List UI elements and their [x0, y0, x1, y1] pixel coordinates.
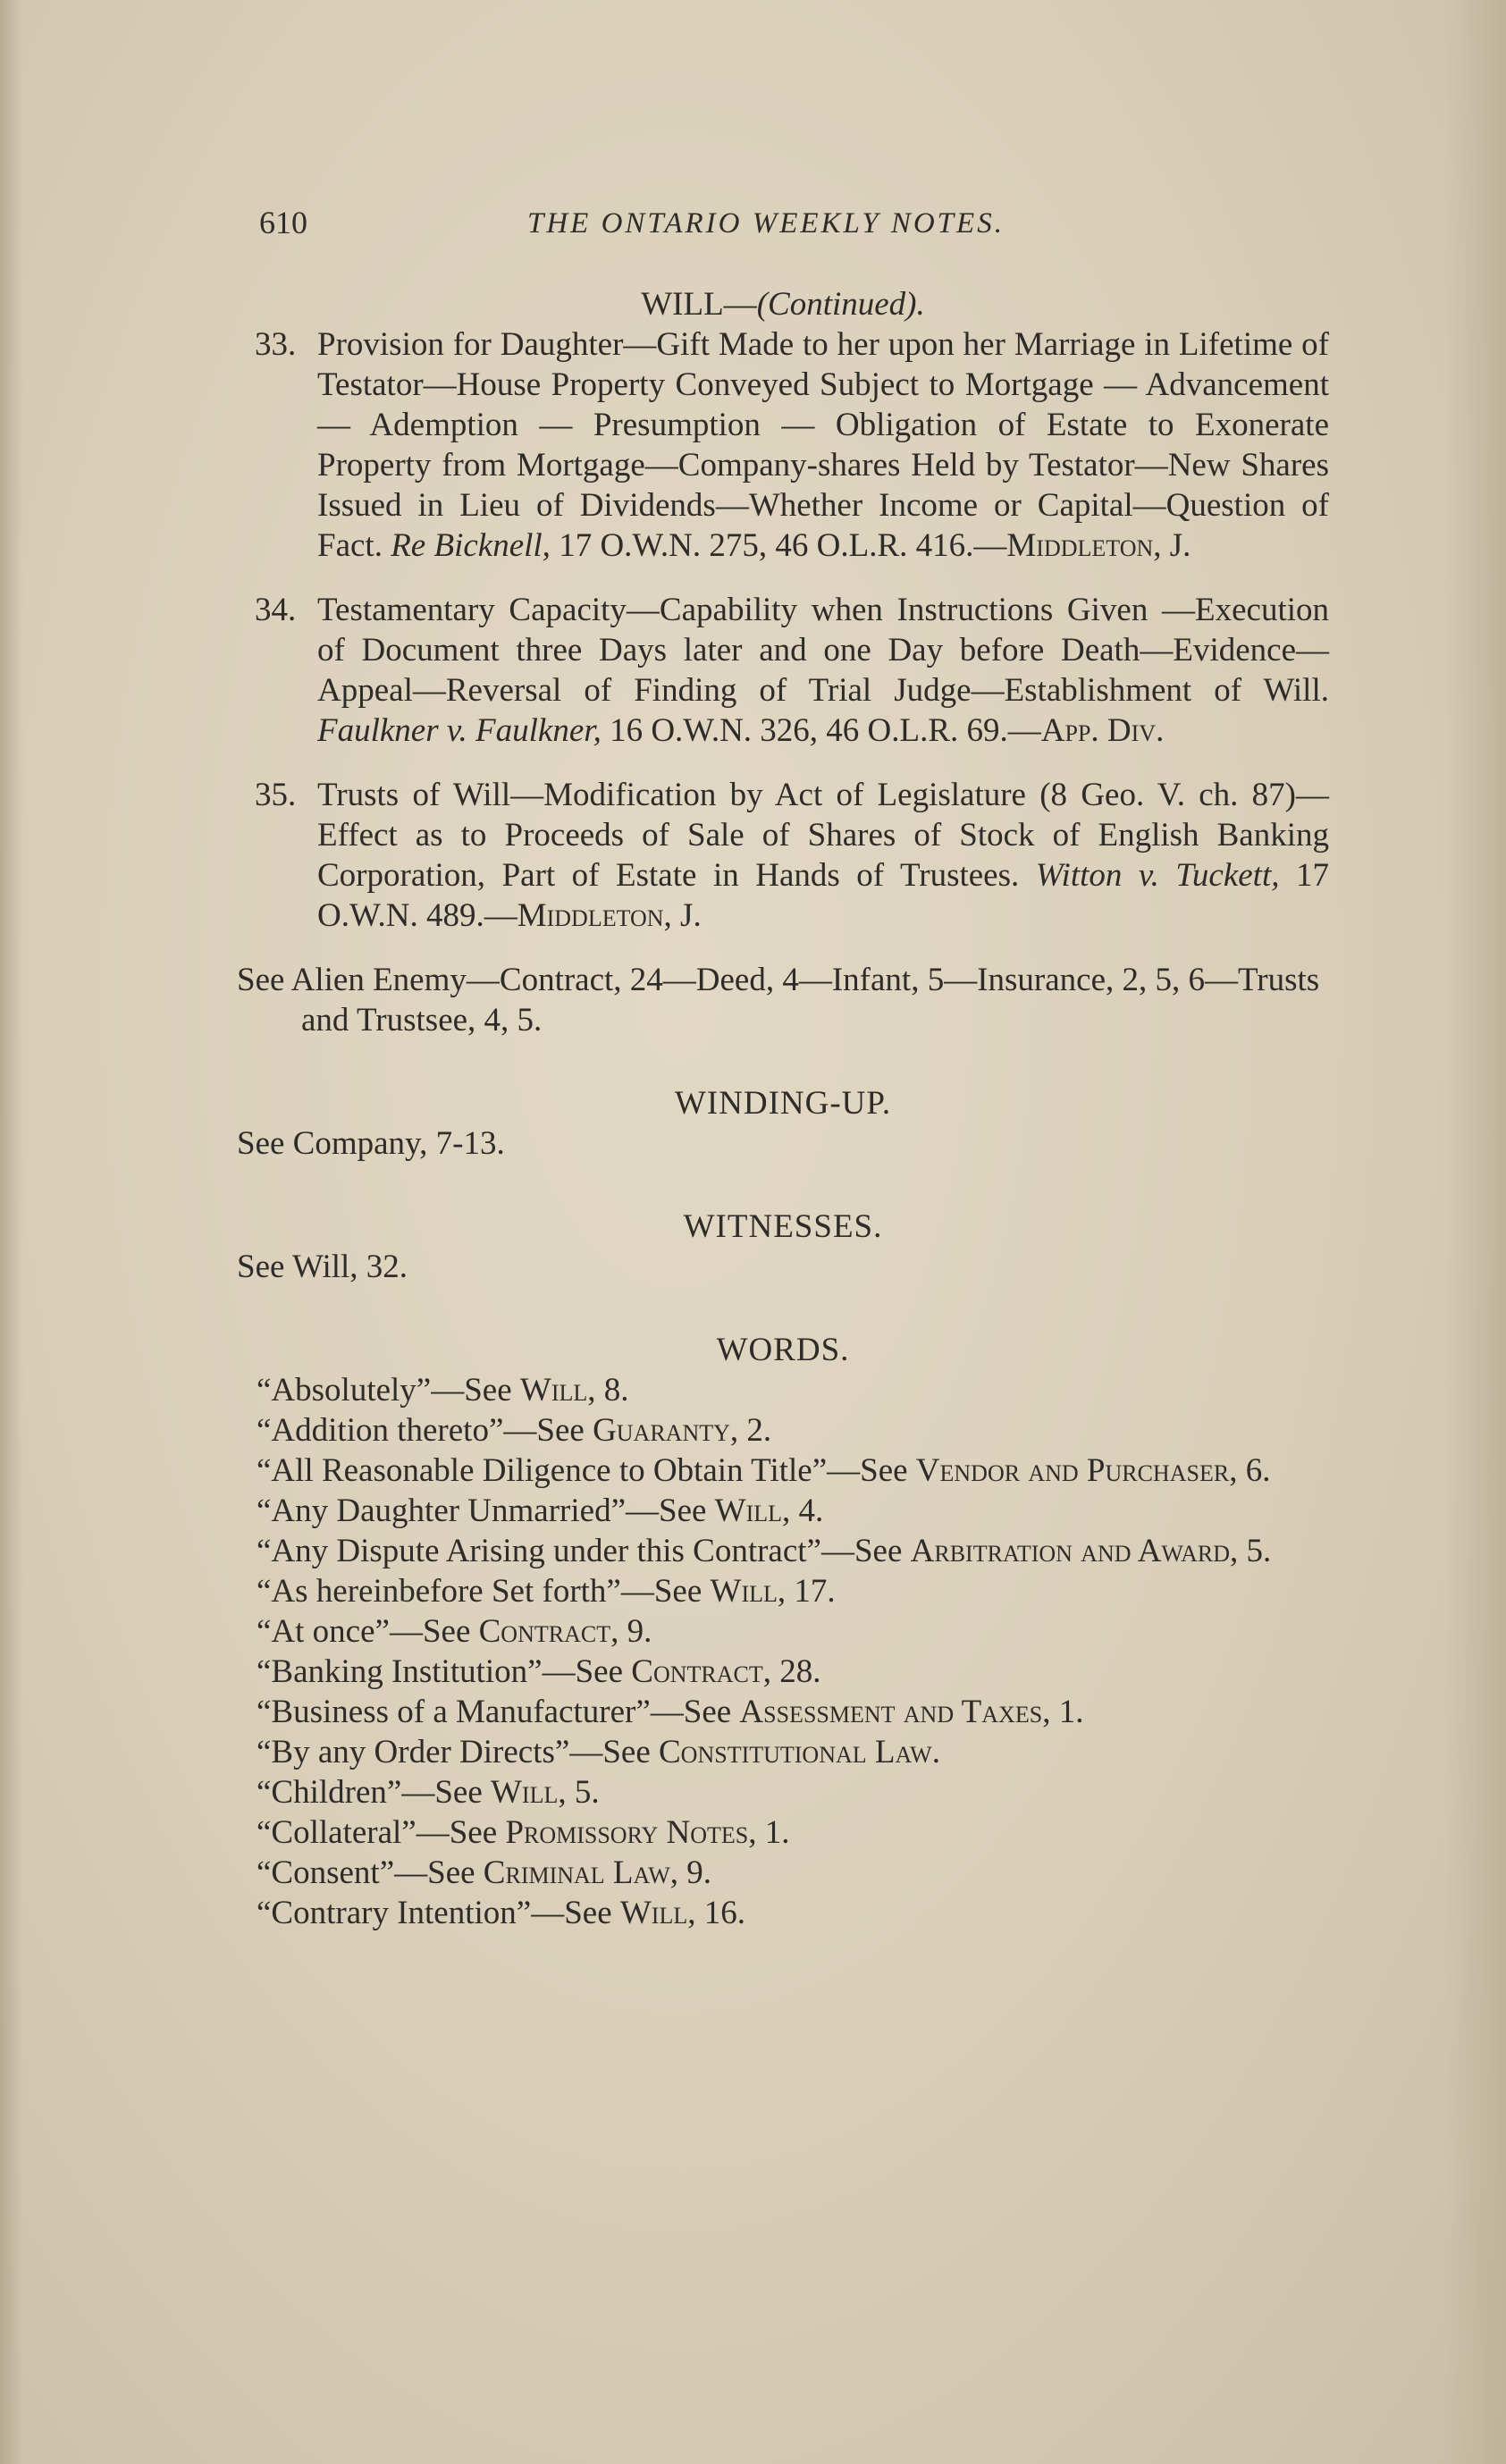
- list-item: “Business of a Manufacturer”—See Assessment and Taxes, 1.: [257, 1694, 1084, 1730]
- heading-continued: (Continued).: [756, 286, 925, 323]
- judge: App. Div.: [1040, 712, 1165, 749]
- list-item: “Absolutely”—See Will, 8.: [257, 1372, 629, 1409]
- judge: Middleton, J.: [1006, 527, 1191, 564]
- will-entry-33: [237, 324, 1329, 566]
- entry-text: Trusts of Will—Modification by Act of Legislature (8 Geo. V. ch. 87)—Effect as to Proceeds of Sale of Shares of Stock of English Banking Corporation, Part of Estate in Hands of Trustees.: [317, 777, 1329, 894]
- running-title: THE ONTARIO WEEKLY NOTES.: [527, 207, 1005, 240]
- list-item: “Collateral”—See Promissory Notes, 1.: [257, 1814, 790, 1851]
- will-entry-34: [237, 590, 1329, 751]
- judge: Middleton, J.: [517, 897, 702, 934]
- section-heading-words: WORDS.: [716, 1332, 850, 1368]
- words-list: [237, 1370, 1329, 1933]
- list-item: “Consent”—See Criminal Law, 9.: [257, 1854, 712, 1891]
- list-item: “Any Dispute Arising under this Contract”—See Arbitration and Award, 5.: [257, 1533, 1272, 1569]
- entry-number: 35.: [255, 777, 297, 813]
- list-item: “Banking Institution”—See Contract, 28.: [257, 1653, 821, 1690]
- section-heading-witnesses: WITNESSES.: [683, 1208, 883, 1245]
- citation: 17 O.W.N. 489.—: [317, 857, 1329, 934]
- list-item: “As hereinbefore Set forth”—See Will, 17.: [257, 1573, 836, 1610]
- case-name: Faulkner v. Faulkner,: [317, 712, 602, 749]
- list-item: “By any Order Directs”—See Constitutional Law.: [257, 1734, 940, 1770]
- list-item: “At once”—See Contract, 9.: [257, 1613, 652, 1650]
- entry-number: 33.: [255, 326, 297, 363]
- list-item: “Children”—See Will, 5.: [257, 1774, 600, 1811]
- page-content: [237, 284, 1329, 1933]
- entry-text: Provision for Daughter—Gift Made to her upon her Marriage in Lifetime of Testator—House Property Conveyed Subject to Mortgage — Advancement — Ademption — Presumption — Obligation of Estate to Exonerate Property from Mortgage—Company-shares Held by Testator—New Shares Issued in Lieu of Dividends—Whether Income or Capital—Question of Fact.: [317, 326, 1329, 564]
- citation: 16 O.W.N. 326, 46 O.L.R. 69.—: [610, 712, 1041, 749]
- case-name: Witton v. Tuckett,: [1035, 857, 1280, 894]
- case-name: Re Bicknell,: [391, 527, 551, 564]
- list-item: “Contrary Intention”—See Will, 16.: [257, 1895, 745, 1931]
- entry-number: 34.: [255, 592, 297, 628]
- page-edge-shadow-right: [1443, 0, 1506, 2464]
- page-number: 610: [259, 205, 307, 240]
- list-item: “All Reasonable Diligence to Obtain Title”—See Vendor and Purchaser, 6.: [257, 1452, 1271, 1489]
- page-edge-shadow-left: [0, 0, 23, 2464]
- entry-text: Testamentary Capacity—Capability when Instructions Given —Execution of Document three Days later and one Day before Death—Evidence—Appeal—Reversal of Finding of Trial Judge—Establishment of Will.: [317, 592, 1329, 709]
- witnesses-see: See Will, 32.: [237, 1249, 408, 1285]
- section-heading-will: [237, 284, 1329, 324]
- section-heading-winding-up: WINDING-UP.: [674, 1085, 892, 1122]
- heading-main: WILL—: [641, 286, 757, 323]
- citation: 17 O.W.N. 275, 46 O.L.R. 416.—: [559, 527, 1007, 564]
- list-item: “Addition thereto”—See Guaranty, 2.: [257, 1412, 772, 1449]
- will-see-also: See Alien Enemy—Contract, 24—Deed, 4—Infant, 5—Insurance, 2, 5, 6—Trusts and Trustsee, 4, 5.: [237, 962, 1320, 1039]
- list-item: “Any Daughter Unmarried”—See Will, 4.: [257, 1493, 824, 1529]
- winding-up-see: See Company, 7-13.: [237, 1125, 505, 1162]
- will-entry-35: [237, 775, 1329, 936]
